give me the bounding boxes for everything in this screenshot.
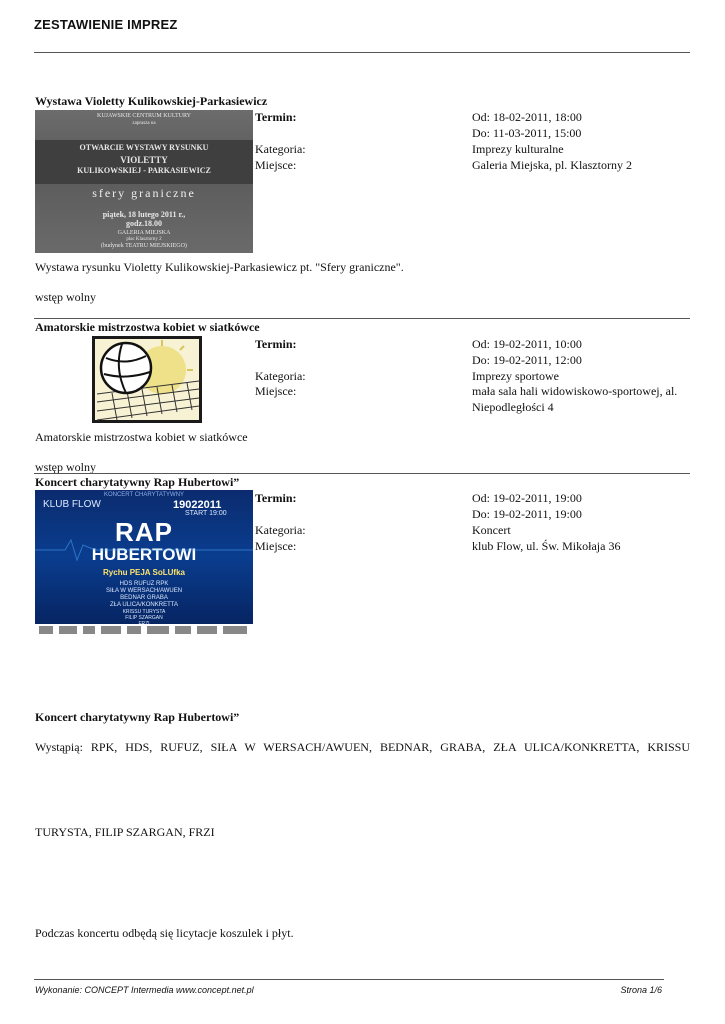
event-performers: Wystąpią: RPK, HDS, RUFUZ, SIŁA W WERSACH/AWUEN, BEDNAR, GRABA, ZŁA ULICA/KONKRETTA, KRISSU <box>35 740 690 754</box>
event-subtitle: Koncert charytatywny Rap Hubertowi” <box>35 710 240 724</box>
event-divider <box>34 473 690 474</box>
poster-text: KUJAWSKIE CENTRUM KULTURY <box>97 113 191 119</box>
date-to: Do: 11-03-2011, 15:00 <box>472 126 582 140</box>
footer-credit: Wykonanie: CONCEPT Intermedia www.concept.net.pl <box>35 985 254 995</box>
poster-text: GALERIA MIEJSKA <box>117 230 171 236</box>
poster-text: KULIKOWSKIEJ - PARKASIEWICZ <box>77 166 211 175</box>
poster-text: START 19:00 <box>185 510 227 517</box>
date-from: Od: 19-02-2011, 10:00 <box>472 337 582 351</box>
event-poster-image <box>35 110 253 253</box>
poster-text: SIŁA W WERSACH/AWUEN <box>105 588 183 594</box>
poster-text: sfery graniczne <box>92 186 196 200</box>
poster-text: KLUB FLOW <box>43 499 101 510</box>
date-to: Do: 19-02-2011, 19:00 <box>472 507 582 521</box>
kategoria-label: Kategoria: <box>255 523 306 537</box>
event-title: Wystawa Violetty Kulikowskiej-Parkasiewicz <box>35 94 268 108</box>
place-value: mała sala hali widowiskowo-sportowej, al. Niepodległości 4 <box>472 384 678 414</box>
place-value: klub Flow, ul. Św. Mikołaja 36 <box>472 539 621 553</box>
category-value: Imprezy sportowe <box>472 369 559 383</box>
miejsce-label: Miejsce: <box>255 158 297 172</box>
event-performers-continued: TURYSTA, FILIP SZARGAN, FRZI <box>35 825 215 839</box>
poster-text: Rychu PEJA SoLUfka <box>103 568 185 577</box>
poster-text: plac Klasztorny 2 <box>126 237 162 242</box>
event-auction-note: Podczas koncertu odbędą się licytacje koszulek i płyt. <box>35 926 294 940</box>
poster-text: (budynek TEATRU MIEJSKIEGO) <box>101 243 187 249</box>
poster-text: zaprasza na <box>132 121 156 126</box>
event-divider <box>34 318 690 319</box>
header-divider <box>34 52 690 53</box>
footer-divider <box>34 979 664 980</box>
termin-label: Termin: <box>255 491 297 505</box>
poster-text: OTWARCIE WYSTAWY RYSUNKU <box>79 143 209 152</box>
volleyball-icon <box>92 336 202 423</box>
poster-text: RAP <box>115 517 173 547</box>
event-title: Amatorskie mistrzostwa kobiet w siatkówce <box>35 320 260 334</box>
poster-text: 19022011 <box>173 499 222 511</box>
poster-text: HUBERTOWI <box>91 545 197 564</box>
category-value: Koncert <box>472 523 511 537</box>
event-description: Amatorskie mistrzostwa kobiet w siatkówce <box>35 430 248 444</box>
poster-text: godz.18.00 <box>126 219 162 228</box>
poster-text: KRISSU TURYSTA <box>122 609 166 615</box>
termin-label: Termin: <box>255 110 297 124</box>
date-from: Od: 19-02-2011, 19:00 <box>472 491 582 505</box>
page-number: Strona 1/6 <box>620 985 662 995</box>
date-to: Do: 19-02-2011, 12:00 <box>472 353 582 367</box>
kategoria-label: Kategoria: <box>255 142 306 156</box>
poster-text: ZŁA ULICA/KONKRETTA <box>110 602 178 608</box>
kategoria-label: Kategoria: <box>255 369 306 383</box>
poster-text: VIOLETTY <box>120 155 168 165</box>
miejsce-label: Miejsce: <box>255 384 297 398</box>
event-title: Koncert charytatywny Rap Hubertowi” <box>35 475 240 489</box>
termin-label: Termin: <box>255 337 297 351</box>
document-title: ZESTAWIENIE IMPREZ <box>34 17 178 32</box>
poster-text: KONCERT CHARYTATYWNY <box>103 492 185 498</box>
poster-text: HDS RUFUZ RPK <box>119 581 169 587</box>
poster-text: BEDNAR GRABA <box>120 595 168 601</box>
date-from: Od: 18-02-2011, 18:00 <box>472 110 582 124</box>
event-note: wstęp wolny <box>35 290 96 304</box>
event-note: wstęp wolny <box>35 460 96 474</box>
miejsce-label: Miejsce: <box>255 539 297 553</box>
place-value: Galeria Miejska, pl. Klasztorny 2 <box>472 158 632 172</box>
poster-text: piątek, 18 lutego 2011 r., <box>102 210 186 219</box>
event-description: Wystawa rysunku Violetty Kulikowskiej-Parkasiewicz pt. "Sfery graniczne". <box>35 260 404 274</box>
poster-text: FILIP SZARGAN <box>125 615 163 621</box>
category-value: Imprezy kulturalne <box>472 142 564 156</box>
event-poster-image <box>35 490 253 637</box>
